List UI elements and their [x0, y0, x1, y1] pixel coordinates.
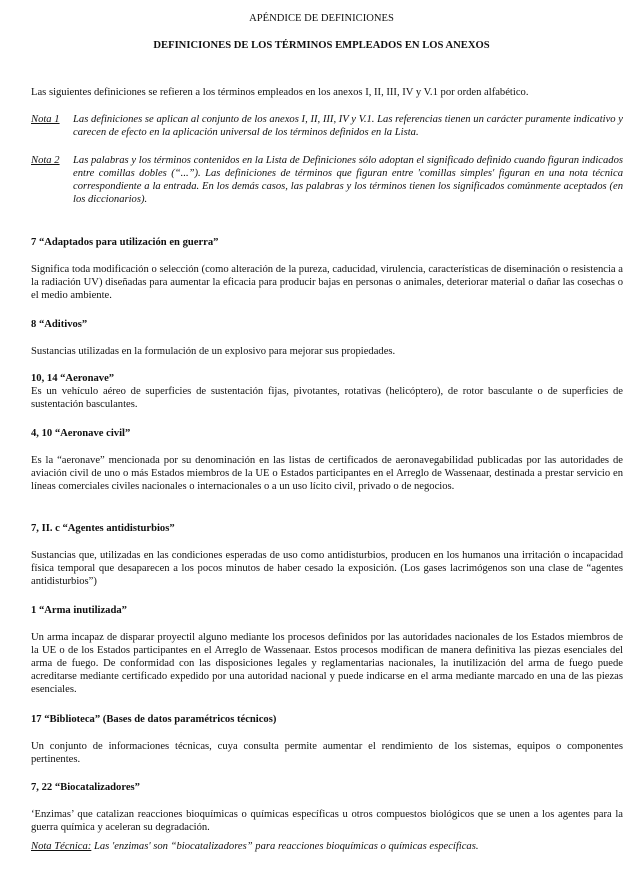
definition-text: ‘Enzimas’ que catalizan reacciones bioquímicas o químicas específicas u otros compuestos biológicos que se unen a los agentes para la guerra química y aceleran su degradación.: [31, 809, 623, 833]
definition-text: Significa toda modificación o selección (como alteración de la pureza, caducidad, virulencia, características de diseminación o resistencia a la radiación UV) diseñadas para aumentar la eficacia para producir bajas en personas o animales, deteriorar material o dañar las cosechas o el medio ambiente.: [31, 264, 623, 301]
note-label: Nota 1: [31, 114, 60, 125]
intro-paragraph: Las siguientes definiciones se refieren a los términos empleados en los anexos I, II, III, IV y V.1 por orden alfabético.: [31, 87, 529, 98]
technical-note: [31, 840, 623, 853]
definition-term: 7 “Adaptados para utilización en guerra”: [31, 237, 219, 248]
definition-term: 17 “Biblioteca” (Bases de datos paramétricos técnicos): [31, 714, 277, 725]
section-title: DEFINICIONES DE LOS TÉRMINOS EMPLEADOS EN LOS ANEXOS: [153, 40, 490, 51]
definition-text: Un arma incapaz de disparar proyectil alguno mediante los procesos definidos por las autoridades nacionales de los Estados miembros de la UE o de los Estados participantes en el Arreglo de Wassenaar. Estos procesos modifican de manera definitiva las piezas esenciales del arma de fuego. De conformidad con las disposiciones legales y reglamentarias nacionales, la inutilización del arma de fuego puede acreditarse mediante certificado expedido por una autoridad nacional y puede indicarse en el arma mediante marcado en una de las piezas esenciales.: [31, 632, 623, 695]
definition-text: Sustancias que, utilizadas en las condiciones esperadas de uso como antidisturbios, producen en los humanos una irritación o incapacidad física temporal que desaparecen a los pocos minutos de haber cesado la exposición. (Los gases lacrimógenos son una clase de “agentes antidisturbios”): [31, 550, 623, 587]
definition-term: 10, 14 “Aeronave”: [31, 373, 115, 384]
technical-note-label: Nota Técnica:: [31, 841, 92, 852]
note-text: Las palabras y los términos contenidos en la Lista de Definiciones sólo adoptan el significado definido cuando figuran indicados entre comillas dobles (“...”). Las definiciones de términos que figuran entre 'comillas simples' figuran en una nota técnica correspondiente a la entrada. En los demás casos, las palabras y los términos tienen los significados comúnmente aceptados (en los diccionarios).: [73, 155, 623, 205]
definition-term: 7, 22 “Biocatalizadores”: [31, 782, 140, 793]
definition-text: Un conjunto de informaciones técnicas, cuya consulta permite aumentar el rendimiento de los sistemas, equipos o componentes pertinentes.: [31, 741, 623, 765]
appendix-title: APÉNDICE DE DEFINICIONES: [249, 13, 394, 24]
note-2: [31, 154, 623, 206]
definition-text: Sustancias utilizadas en la formulación de un explosivo para mejorar sus propiedades.: [31, 346, 396, 357]
note-1: [31, 113, 623, 139]
definition-term: 8 “Aditivos”: [31, 319, 88, 330]
definition-text: Es un vehículo aéreo de superficies de sustentación fijas, pivotantes, rotativas (helicóptero), de rotor basculante o de superficies de sustentación basculantes.: [31, 386, 623, 410]
note-label: Nota 2: [31, 155, 60, 166]
technical-note-text: Las 'enzimas' son “biocatalizadores” para reacciones bioquímicas o químicas específicas.: [93, 841, 479, 852]
definition-text: Es la “aeronave” mencionada por su denominación en las listas de certificados de aeronavegabilidad publicadas por las autoridades de aviación civil de uno o más Estados miembros de la UE o Estados participantes en el Arreglo de Wassenaar, destinada a prestar servicio en líneas comerciales civiles nacionales o internacionales o a un uso lícito civil, privado o de negocios.: [31, 455, 623, 492]
definition-term: 1 “Arma inutilizada”: [31, 605, 127, 616]
definition-term: 7, II. c “Agentes antidisturbios”: [31, 523, 175, 534]
note-text: Las definiciones se aplican al conjunto de los anexos I, II, III, IV y V.1. Las referencias tienen un carácter puramente indicativo y carecen de efecto en la aplicación universal de los términos definidos en la Lista.: [73, 114, 623, 138]
definition-term: 4, 10 “Aeronave civil”: [31, 428, 131, 439]
